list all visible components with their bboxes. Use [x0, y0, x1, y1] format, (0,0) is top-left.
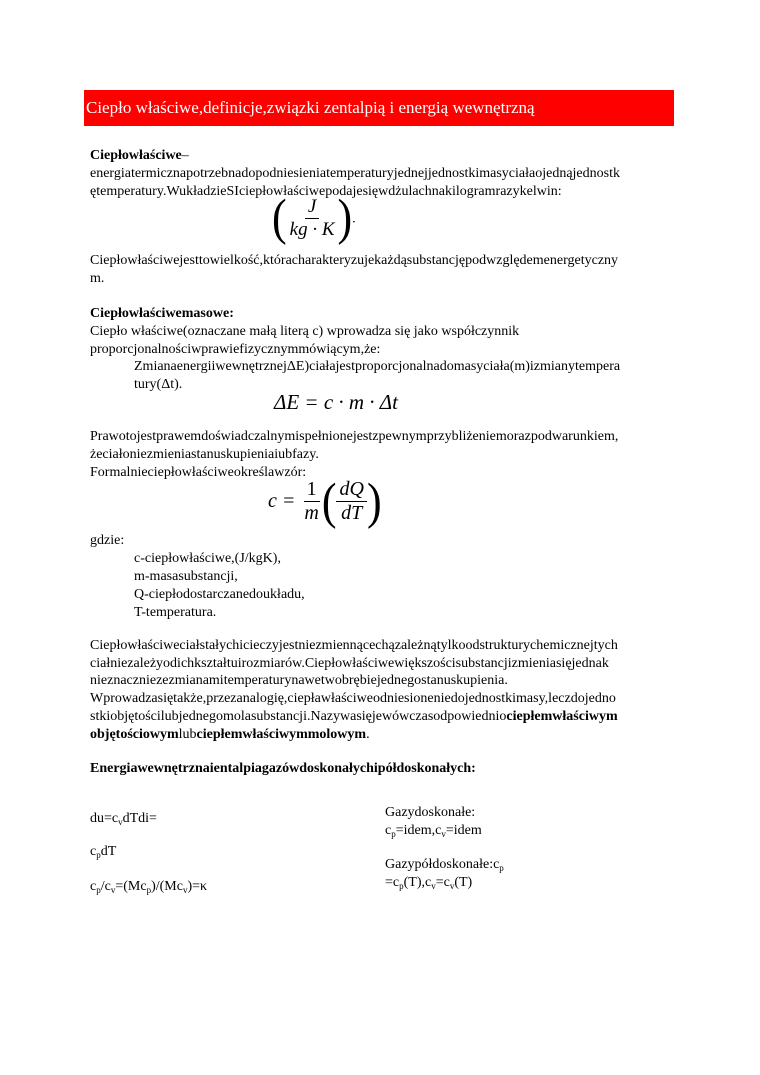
heading-dash: –	[181, 148, 189, 163]
paragraph-text: lub	[178, 727, 197, 742]
specific-heat-formula	[268, 472, 382, 530]
specific-heat-heading: Ciepłowłaściwe	[90, 148, 182, 163]
paragraph-line: m.	[90, 271, 105, 286]
right-paren: )	[337, 189, 353, 246]
bold-term: ciepłemwłaściwym	[506, 709, 618, 724]
definition-item: T-temperatura.	[134, 605, 217, 620]
left-paren: (	[272, 189, 287, 246]
definition-item: m-masasubstancji,	[134, 569, 238, 584]
paragraph-line: ciałniezależyodichkształtuirozmiarów.Ciepłowłaściwewiększościsubstancjizmieniasięjednak	[90, 656, 609, 671]
heading-text: Ciepłowłaściwemasowe:	[90, 306, 234, 321]
paragraph-line: Ciepłowłaściwejesttowielkość,któracharakteryzujekażdąsubstancjępodwzględemenergetyczny	[90, 253, 619, 268]
fraction-denominator: m	[304, 502, 319, 524]
bold-term: ciepłemwłaściwymmolowym	[196, 727, 367, 742]
unit-denominator: kg · K	[289, 218, 335, 240]
paragraph-line: nieznaczniezezmianamitemperaturynawetwobrębiejednegostanuskupienia.	[90, 673, 508, 688]
specific-heat-definition-line	[90, 147, 189, 165]
unit-formula	[272, 189, 356, 246]
paragraph-line: Formalnieciepłowłaściweokreślawzór:	[90, 465, 307, 480]
unit-numerator: J	[305, 196, 319, 219]
left-paren: (	[321, 472, 337, 530]
formula-period: .	[352, 211, 356, 227]
paragraph-line: proporcjonalnościwprawiefizycznymmówiącym,że:	[90, 342, 381, 357]
fraction-denominator: dT	[341, 502, 363, 524]
paragraph-line: Wprowadzasiętakże,przezanalogię,ciepławłaściweodniesioneniedojednostkimasy,leczdojedno	[90, 691, 616, 706]
semi-ideal-gases-label: $Gazypółdoskonałe:c_p$	[385, 857, 504, 873]
enthalpy-formula: $c_pdT$	[90, 844, 117, 860]
paragraph-line	[90, 708, 618, 726]
paragraph-line: Ciepłowłaściweciałstałychicieczyjestniezmiennącechązależnątylkoodstrukturychemicznejtych	[90, 638, 618, 653]
bold-term: objętościowym	[90, 727, 179, 742]
paragraph-line: żeciałoniezmieniastanuskupieniaiubfazy.	[90, 447, 319, 462]
fraction-numerator: dQ	[336, 478, 366, 502]
section-title-banner: Ciepło właściwe,definicje,związki zentalpią i energią wewnętrzną	[84, 90, 674, 126]
fraction-numerator: 1	[304, 478, 320, 502]
one-over-m-fraction	[301, 478, 321, 525]
dq-dt-fraction	[336, 478, 366, 525]
heading-text: Energiawewnętrznaientalpiagazówdoskonałychipółdoskonałych:	[90, 761, 476, 776]
kappa-formula: $c_p/c_v=(Mc_p)/(Mc_v)=\kappa$	[90, 879, 208, 895]
where-label: gdzie:	[90, 533, 125, 548]
gases-heading	[90, 760, 476, 778]
mass-specific-heat-heading	[90, 305, 234, 323]
indented-line: ZmianaenergiiwewnętrznejΔE)ciałajestproporcjonalnadomasyciała(m)izmianytempera	[134, 359, 621, 374]
ideal-gases-label: Gazydoskonałe:	[385, 805, 476, 820]
indented-line: tury(Δt).	[134, 377, 183, 392]
paragraph-line: Prawotojestprawemdoświadczalnymispełnionejestzpewnymprzybliżeniemorazpodwarunkiem,	[90, 429, 619, 444]
right-paren: )	[366, 472, 382, 530]
paragraph-text: .	[366, 727, 370, 742]
paragraph-text: stkiobjętościlubjednegomolasubstancji.Nazywasięjewówczasodpowiednio	[90, 709, 507, 724]
internal-energy-formula: $du=c_vdTdi=$	[90, 811, 157, 827]
unit-fraction	[287, 196, 338, 241]
energy-equation: ΔE = c · m · Δt	[274, 390, 398, 414]
semi-ideal-gases-formula: $=c_p(T),c_v=c_v(T)$	[385, 875, 473, 891]
ideal-gases-formula: $c_p=idem,c_v=idem$	[385, 823, 482, 839]
definition-item: Q-ciepłodostarczanedoukładu,	[134, 587, 305, 602]
paragraph-line: Ciepło właściwe(oznaczane małą literą c) wprowadza się jako współczynnik	[90, 324, 520, 339]
formula-lhs: c =	[268, 490, 296, 512]
paragraph-line: energiatermicznapotrzebnadopodniesieniatemperaturyjednejjednostkimasyciałaojednąjednostk	[90, 166, 620, 181]
paragraph-line: ętemperatury.WukładzieSIciepłowłaściwepodajesięwdżulachnakilogramrazykelwin:	[90, 184, 562, 199]
definition-item: c-ciepłowłaściwe,(J/kgK),	[134, 551, 281, 566]
paragraph-line	[90, 726, 370, 744]
